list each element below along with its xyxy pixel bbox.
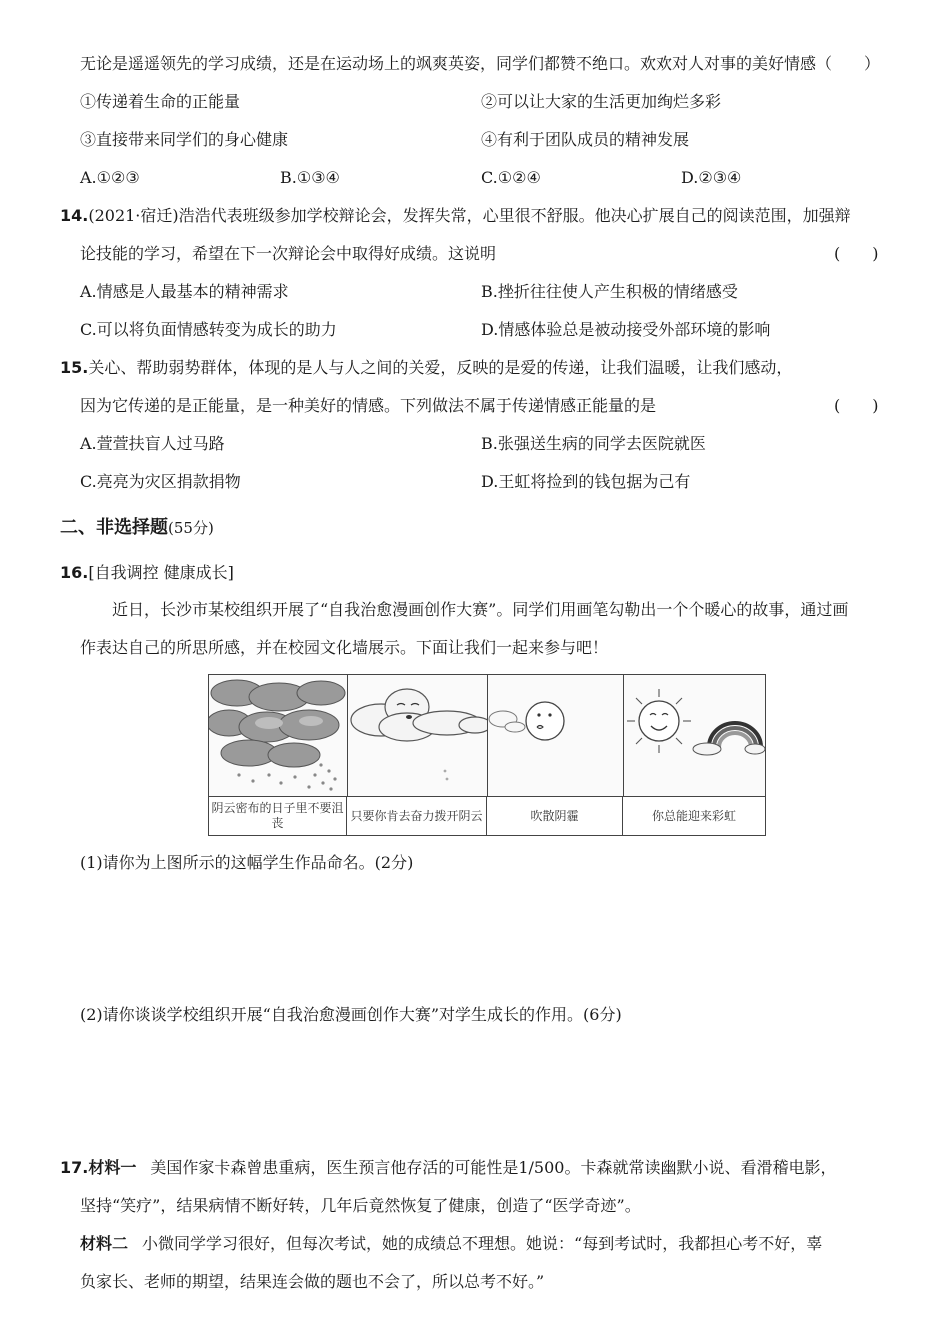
q15-number: 15. bbox=[60, 358, 89, 377]
section-title: 二、非选择题 bbox=[60, 517, 168, 538]
q15-option-a: A.萱萱扶盲人过马路 bbox=[80, 434, 225, 453]
section-score: (55分) bbox=[168, 519, 214, 537]
q17-number: 17. bbox=[60, 1158, 89, 1177]
q16-subquestion-1: (1)请你为上图所示的这幅学生作品命名。(2分) bbox=[80, 853, 414, 872]
q17-material1-line1 bbox=[60, 1157, 836, 1179]
q15-option-c: C.亮亮为灾区捐款捐物 bbox=[80, 472, 241, 491]
rain-clouds-illustration bbox=[209, 675, 347, 797]
q13-option-a: A.①②③ bbox=[80, 168, 140, 187]
q17-material1-label: 材料一 bbox=[88, 1158, 137, 1177]
q15-text-1: 关心、帮助弱势群体，体现的是人与人之间的关爱，反映的是爱的传递，让我们温暖，让我们感动， bbox=[88, 358, 793, 377]
blowing-face-illustration bbox=[487, 675, 623, 797]
q13-stem-tail: 无论是遥遥领先的学习成绩，还是在运动场上的飒爽英姿，同学们都赞不绝口。欢欢对人对事的美好情感（ ） bbox=[80, 54, 881, 73]
q16-paragraph-line2: 作表达自己的所思所感，并在校园文化墙展示。下面让我们一起来参与吧！ bbox=[80, 638, 609, 657]
q13-statement-1: ①传递着生命的正能量 bbox=[80, 92, 241, 111]
q15-option-b: B.张强送生病的同学去医院就医 bbox=[481, 434, 706, 453]
comic-caption-1: 阴云密布的日子里不要沮丧 bbox=[209, 797, 347, 835]
comic-caption-row bbox=[209, 796, 765, 835]
q17-material1-text-1: 美国作家卡森曾患重病，医生预言他存活的可能性是1/500。卡森就常读幽默小说、看滑稽电影， bbox=[150, 1158, 837, 1177]
comic-caption-3: 吹散阴霾 bbox=[487, 797, 623, 835]
q14-answer-paren: ( ) bbox=[834, 244, 879, 263]
section-heading bbox=[60, 517, 214, 539]
q14-stem-line1 bbox=[60, 205, 851, 227]
q15-stem-line1 bbox=[60, 357, 792, 379]
q17-material2-text-1: 小微同学学习很好，但每次考试，她的成绩总不理想。她说：“每到考试时，我都担心考不好，辜 bbox=[142, 1234, 823, 1253]
blowing-cloud-illustration bbox=[347, 675, 487, 797]
q14-option-b: B.挫折往往使人产生积极的情绪感受 bbox=[481, 282, 738, 301]
comic-strip bbox=[208, 674, 766, 836]
q16-paragraph-line1: 近日，长沙市某校组织开展了“自我治愈漫画创作大赛”。同学们用画笔勾勒出一个个暖心的故事，通过画 bbox=[112, 600, 849, 619]
q14-number: 14. bbox=[60, 206, 89, 225]
q13-option-b: B.①③④ bbox=[280, 168, 340, 187]
q14-text-1: (2021·宿迁)浩浩代表班级参加学校辩论会，发挥失常，心里很不舒服。他决心扩展自己的阅读范围，加强辩 bbox=[88, 206, 851, 225]
sun-rainbow-illustration bbox=[623, 675, 765, 797]
q13-statement-3: ③直接带来同学们的身心健康 bbox=[80, 130, 289, 149]
q13-statement-2: ②可以让大家的生活更加绚烂多彩 bbox=[481, 92, 722, 111]
q13-option-c: C.①②④ bbox=[481, 168, 541, 187]
q17-material2-line1 bbox=[80, 1233, 822, 1255]
q17-material1-line2: 坚持“笑疗”，结果病情不断好转，几年后竟然恢复了健康，创造了“医学奇迹”。 bbox=[80, 1196, 641, 1215]
q13-statement-4: ④有利于团队成员的精神发展 bbox=[481, 130, 690, 149]
q13-option-d: D.②③④ bbox=[681, 168, 742, 187]
q14-option-c: C.可以将负面情感转变为成长的助力 bbox=[80, 320, 337, 339]
q15-stem-line2: 因为它传递的是正能量，是一种美好的情感。下列做法不属于传递情感正能量的是 bbox=[80, 396, 657, 415]
q14-option-d: D.情感体验总是被动接受外部环境的影响 bbox=[481, 320, 771, 339]
q15-answer-paren: ( ) bbox=[834, 396, 879, 415]
q17-material2-label: 材料二 bbox=[80, 1234, 129, 1253]
q16-subquestion-2: (2)请你谈谈学校组织开展“自我治愈漫画创作大赛”对学生成长的作用。(6分) bbox=[80, 1005, 622, 1024]
q16-heading bbox=[60, 562, 234, 584]
q15-option-d: D.王虹将捡到的钱包据为己有 bbox=[481, 472, 691, 491]
q14-stem-line2: 论技能的学习，希望在下一次辩论会中取得好成绩。这说明 bbox=[80, 244, 497, 263]
q16-tag: [自我调控 健康成长] bbox=[88, 563, 234, 582]
q14-option-a: A.情感是人最基本的精神需求 bbox=[80, 282, 289, 301]
comic-caption-2: 只要你肯去奋力拨开阴云 bbox=[347, 797, 487, 835]
comic-caption-4: 你总能迎来彩虹 bbox=[651, 808, 736, 823]
q17-material2-line2: 负家长、老师的期望，结果连会做的题也不会了，所以总考不好。” bbox=[80, 1272, 545, 1291]
q16-number: 16. bbox=[60, 563, 89, 582]
